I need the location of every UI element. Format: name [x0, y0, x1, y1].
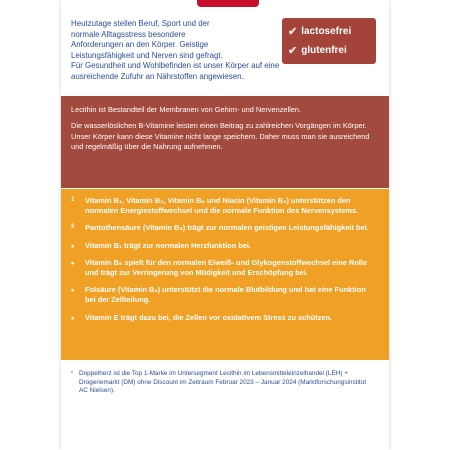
claim-item: [71, 241, 371, 251]
bullet-icon: •: [71, 240, 75, 251]
footnote-text: Doppelherz ist die Top 1-Marke im Untersegment Lecithin im Lebensmitteleinzelhandel (LEH) + Drogeriemarkt (DM) ohne Discount im Zeitraum Februar 2023 – Januar 2024 (Marktforschungsinstitut AC Nielsen).: [79, 370, 366, 395]
claims-list: [71, 196, 371, 330]
top-flap-brand-strip: [197, 0, 259, 7]
intro-line: Leistungsfähigkeit und Nerven sind gefragt.: [71, 50, 223, 60]
product-box-back: [61, 0, 389, 450]
free-from-badge: [282, 18, 376, 64]
check-icon: ✔: [288, 26, 298, 38]
bullet-icon: •: [71, 285, 75, 296]
badge-row-glutenfrei: [288, 44, 347, 57]
badge-row-lactosefrei: [288, 25, 351, 38]
market-footnote: [71, 370, 376, 396]
claim-footnote-mark: 1: [71, 197, 75, 203]
footnote-mark: *: [71, 371, 73, 377]
badge-label-lactosefrei: lactosefrei: [301, 26, 352, 37]
bullet-icon: •: [71, 312, 75, 323]
claim-text: Pantothensäure (Vitamin B₅) trägt zur normalen geistigen Leistungsfähigkeit bei.: [85, 223, 369, 233]
claim-item: [71, 285, 371, 305]
health-claims-band: [61, 189, 389, 360]
intro-line: ausreichende Zufuhr an Nährstoffen angewiesen.: [71, 71, 244, 81]
b-vitamins-paragraph: Die wasserlöslichen B-Vitamine leisten einen Beitrag zu zahlreichen Vorgängen im Körper. Unser Körper kann diese Vitamine nicht lange speichern. Daher muss man sie ausreichend und regelmäßig über die Nahrung aufnehmen.: [71, 121, 370, 151]
claim-item: [71, 196, 371, 216]
claim-text: Vitamin E trägt dazu bei, die Zellen vor oxidativem Stress zu schützen.: [85, 312, 333, 322]
check-icon: ✔: [288, 45, 298, 57]
claim-text: Folsäure (Vitamin B₉) unterstützt die normale Blutbildung und hat eine Funktion bei der Zellteilung.: [85, 285, 366, 305]
info-band-brown: [61, 96, 389, 188]
claim-footnote-mark: 2: [71, 224, 75, 231]
info-band-content: [71, 105, 371, 158]
claim-text: Vitamin B₆ spielt für den normalen Eiweiß- und Glykogenstoffwechsel eine Rolle und trägt zur Verringerung von Müdigkeit und Erschöpfung bei.: [85, 257, 368, 278]
badge-label-glutenfrei: glutenfrei: [301, 45, 347, 56]
bullet-icon: •: [71, 257, 75, 268]
intro-line: Für Gesundheit und Wohlbefinden ist unser Körper auf eine: [71, 61, 280, 70]
lecithin-paragraph: Lecithin ist Bestandteil der Membranen von Gehirn- und Nervenzellen.: [71, 105, 302, 114]
intro-line: normale Alltagsstress besondere: [71, 29, 186, 39]
intro-line: Anforderungen an den Körper. Geistige: [71, 40, 209, 49]
claim-item: [71, 223, 371, 233]
claim-item: [71, 313, 371, 323]
claim-text: Vitamin B₁, Vitamin B₂, Vitamin B₆ und Niacin (Vitamin B₃) unterstützen den normalen Energiestoffwechsel und die normale Funktion des Nervensystems.: [85, 196, 359, 216]
claim-item: [71, 258, 371, 278]
claim-text: Vitamin B₁ trägt zur normalen Herzfunktion bei.: [85, 240, 251, 250]
intro-line: Heutzutage stellen Beruf, Sport und der: [71, 19, 210, 28]
